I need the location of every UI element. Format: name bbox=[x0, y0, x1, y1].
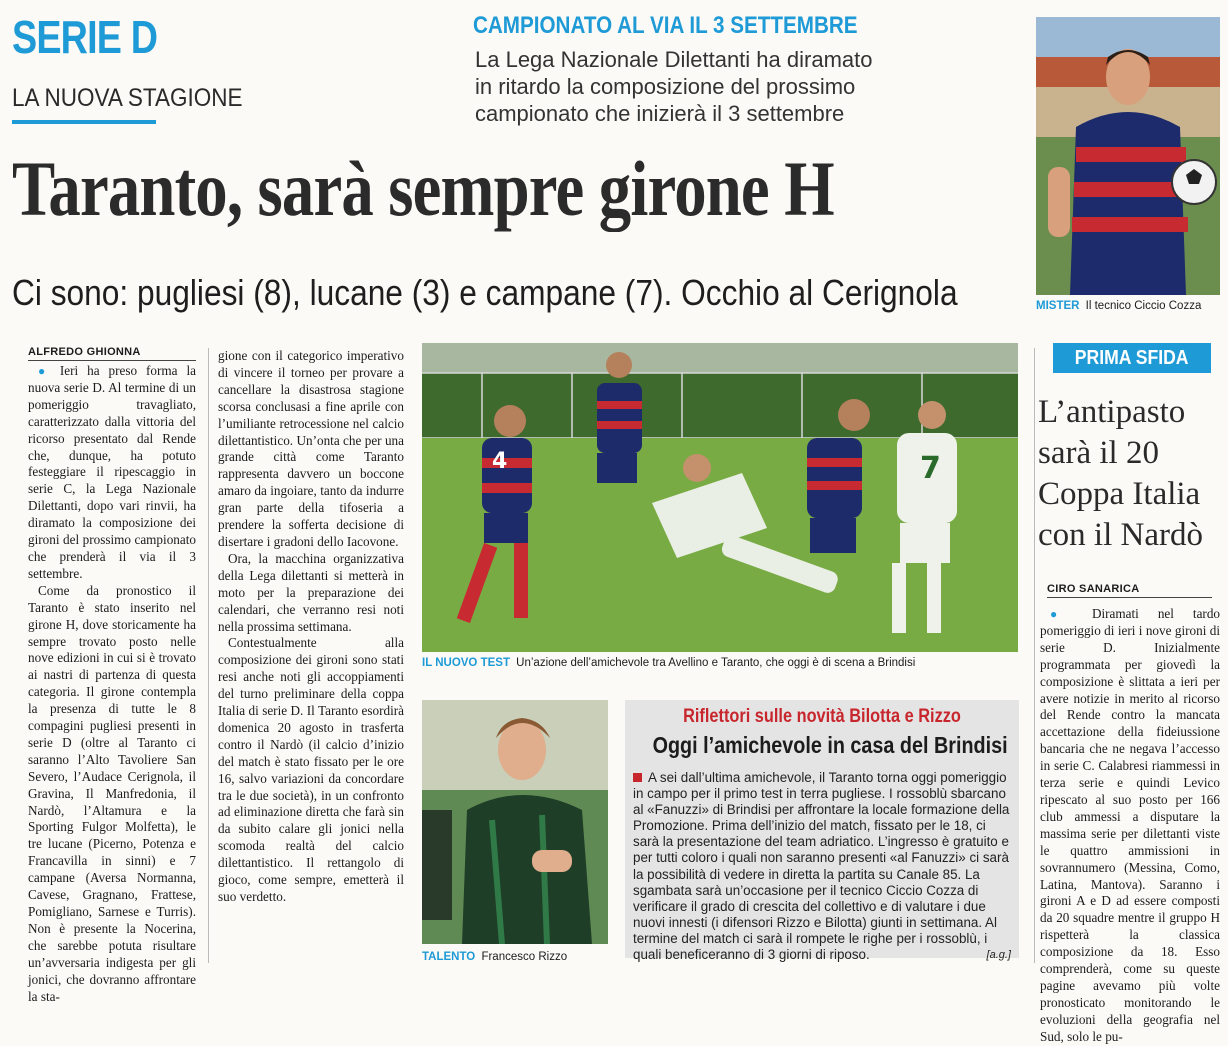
box-kicker: Riflettori sulle novità Bilotta e Rizzo bbox=[683, 706, 961, 727]
match-caption-text: Un’azione dell’amichevole tra Avellino e Taranto, che oggi è di scena a Brindisi bbox=[516, 657, 916, 669]
kicker-underline bbox=[12, 120, 156, 124]
talent-caption-text: Francesco Rizzo bbox=[481, 951, 568, 963]
side-byline: CIRO SANARICA bbox=[1047, 583, 1212, 598]
side-paragraph: Diramati nel tardo pomeriggio di ieri i nove gironi di serie D. Inizialmente programmata per giovedì la composizione è slittata a ieri per avere notizie in merito al ricorso del Rende contro la mancata accettazione della fideiussione bancaria che ne negava l’accesso in serie C. Calabresi riammessi in terza serie e quindi Levico ripescato al suo posto per 166 club ammessi a disputare la massima serie per dilettanti viste le quattro ammissioni in sovrannumero (Messina, Como, Latina, Mantova). Saranno i gironi A e D ad essere composti da 20 squadre mentre il gruppo H rispetterà la classica composizione da 18. Esso comprenderà, come su queste pagine avevamo più volte pronosticato monitorando le evoluzioni della geografia nel Sud, solo le pu- bbox=[1040, 606, 1221, 1044]
column-divider bbox=[208, 348, 209, 963]
article-paragraph: Ora, la macchina organizzativa della Lega dilettanti si metterà in moto per la preparazione dei calendari, che verranno resi noti nella prossima settimana. bbox=[218, 550, 404, 634]
article-paragraph: Come da pronostico il Taranto è stato inserito nel girone H, dove storicamente ha sempre trovato posto nelle nove edizioni in cui si è trovato ai nastri di partenza di questa categoria. Il girone contempla la presenza di tutte le 8 compagini pugliesi presenti in serie D (oltre al Taranto ci saranno l’Alto Tavoliere San Severo, l’Audace Cerignola, il Gravina, Il Manfredonia, il Nardò, l’Altamura e la Sporting Fulgor Molfetta), le tre lucane (Picerno, Potenza e Francavilla in sinni) e 7 campane (Aversa Normanna, Cavese, Gragnano, Frattese, Pomigliano, Sarnese e Turris). Non è presente la Nocerina, che sarebbe potuta risultare un’avversaria indigesta per gli jonici, che dovranno affrontare la sta- bbox=[28, 582, 196, 1004]
intro-title: CAMPIONATO AL VIA IL 3 SETTEMBRE bbox=[473, 12, 858, 39]
article-paragraph: Contestualmente alla composizione dei gironi sono stati resi anche noti gli accoppiamenti del turno preliminare della coppa Italia di serie D. Il Taranto esordirà domenica 20 agosto in trasferta contro il Nardò (il calcio d’inizio del match è stato fissato per le ore 16, salvo variazioni da concordare tra le due società), in un confronto ad eliminazione diretta che farà sin da subito calare gli jonici nella scomoda realtà del calcio dilettantistico. Il rettangolo di gioco, come sempre, emetterà il suo verdetto. bbox=[218, 635, 404, 904]
talent-caption bbox=[422, 951, 567, 963]
match-caption bbox=[422, 657, 915, 669]
article-byline: ALFREDO GHIONNA bbox=[28, 346, 196, 361]
box-body: A sei dall’ultima amichevole, il Taranto torna oggi pomeriggio in campo per il primo test in terra pugliese. I rossoblù sbarcano al «Fanuzzi» di Brindisi per affrontare la locale formazione della Promozione. Prima dell’inizio del match, fissato per le 18, ci sarà la presentazione del team adriatico. L’ingresso è gratuito e per tutti coloro i quali non saranno presenti «al Fanuzzi» ci sarà la possibilità di vedere in diretta la partita su Canale 85. La sgambata sarà un’occasione per il tecnico Ciccio Cozza di verificare il grado di crescita del collettivo e di valutare i due nuovi innesti (i difensori Rizzo e Bilotta) giunti in settimana. Al termine del match ci sarà il rompete le righe per i rossoblù, i quali beneficeranno di 3 giorni di riposo. bbox=[633, 770, 1010, 963]
bullet-icon: ● bbox=[38, 364, 51, 378]
coach-photo bbox=[1036, 17, 1220, 295]
side-label-text: PRIMA SFIDA bbox=[1075, 347, 1189, 369]
square-bullet-icon bbox=[633, 773, 642, 782]
jersey-number-7: 7 bbox=[920, 451, 941, 486]
section-subtitle: LA NUOVA STAGIONE bbox=[12, 84, 243, 112]
page-headline: Taranto, sarà sempre girone H bbox=[12, 145, 834, 232]
article-paragraph: Ieri ha preso forma la nuova serie D. Al termine di un pomeriggio travagliato, caratterizzato dalla vittoria del ricorso presentato dal Rende che, dunque, ha potuto festeggiare il ripescaggio in serie C, la Lega Nazionale Dilettanti, dopo vari rinvii, ha diramato la composizione dei gironi del prossimo campionato che prenderà il via il 3 settembre. bbox=[28, 363, 196, 581]
intro-text: La Lega Nazionale Dilettanti ha diramato in ritardo la composizione del prossimo campionato che inizierà il 3 settembre bbox=[475, 47, 873, 126]
side-label bbox=[1053, 343, 1211, 373]
page-subheadline: Ci sono: pugliesi (8), lucane (3) e campane (7). Occhio al Cerignola bbox=[12, 272, 958, 313]
sidebar-box bbox=[625, 700, 1019, 963]
box-signature: [a.g.] bbox=[986, 949, 1011, 962]
column-divider bbox=[1034, 348, 1035, 963]
match-caption-kicker: IL NUOVO TEST bbox=[422, 657, 510, 669]
coach-caption-text: Il tecnico Ciccio Cozza bbox=[1085, 300, 1202, 312]
section-kicker: SERIE D bbox=[12, 11, 158, 63]
article-column-1 bbox=[28, 363, 196, 1005]
talent-photo bbox=[422, 700, 608, 944]
box-text bbox=[633, 770, 1011, 963]
side-headline: L’antipasto sarà il 20 Coppa Italia con il Nardò bbox=[1038, 394, 1203, 553]
coach-caption-kicker: MISTER bbox=[1036, 300, 1080, 312]
bullet-icon: ● bbox=[1050, 607, 1073, 621]
article-paragraph: gione con il categorico imperativo di vincere il torneo per provare a cancellare la disastrosa stagione scorsa conclusasi a fine aprile con l’umiliante retrocessione nel calcio dilettantistico. Un’onta che per una grande città come Taranto rappresenta davvero un boccone amaro da ingoiare, tanto da indurre gran parte della tifoseria a prendere la sofferta decisione di disertare i gradoni dello Iacovone. bbox=[218, 348, 404, 549]
side-article bbox=[1040, 606, 1220, 1046]
article-column-2 bbox=[218, 348, 404, 906]
talent-caption-kicker: TALENTO bbox=[422, 951, 476, 963]
coach-caption bbox=[1036, 300, 1201, 312]
jersey-number-4: 4 bbox=[492, 449, 508, 474]
box-title: Oggi l’amichevole in casa del Brindisi bbox=[652, 732, 1008, 758]
match-photo bbox=[422, 343, 1018, 652]
